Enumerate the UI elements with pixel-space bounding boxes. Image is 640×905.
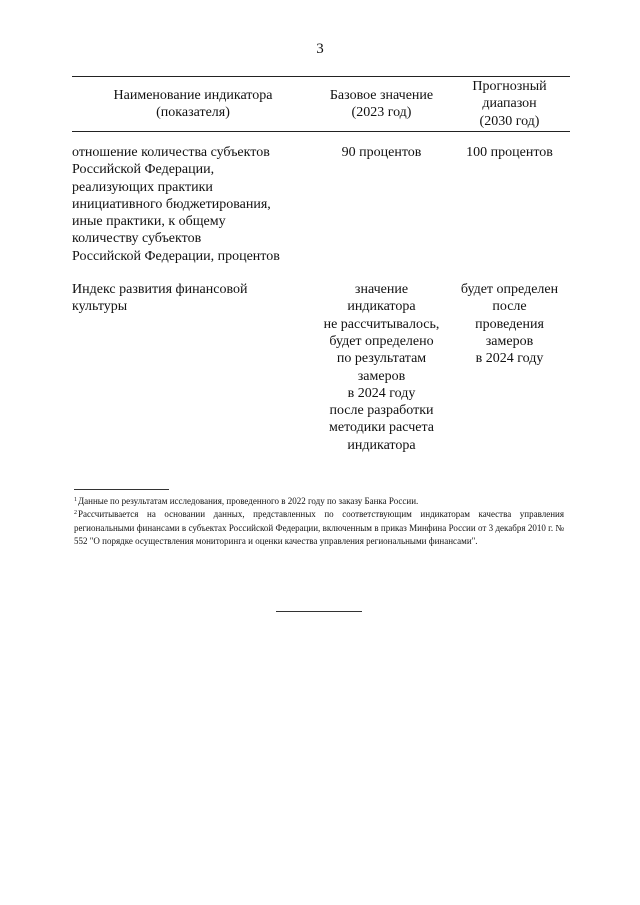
header-forecast-range: Прогнозный диапазон (2030 год) xyxy=(472,79,547,129)
header-base-value: Базовое значение (2023 год) xyxy=(329,87,434,120)
table-header-row xyxy=(72,77,570,131)
indicators-table xyxy=(72,76,570,454)
table-row xyxy=(72,144,570,265)
footnote-1 xyxy=(74,495,564,508)
document-end-line xyxy=(276,611,362,612)
footnotes xyxy=(74,495,564,548)
row-indicator-name: Индекс развития финансовой культуры xyxy=(72,282,248,315)
row-forecast-value: 100 процентов xyxy=(466,145,553,160)
footnote-separator xyxy=(74,489,169,490)
table-header-rule xyxy=(72,131,570,132)
footnote-text: Рассчитывается на основании данных, представленных по соответствующим индикаторам качества управления региональными финансами в субъектах Российской Федерации, включенным в приказ Минфина России от 3 декабря 2010 г. № 552 "О порядке осуществления мониторинга и оценки качества управления региональными финансами". xyxy=(74,509,564,546)
footnote-2 xyxy=(74,508,564,548)
table-row xyxy=(72,281,570,454)
row-base-value: значение индикатора не рассчитывалось, будет определено по результатам замеров в 2024 году после разработки методики расчета индикатора xyxy=(323,282,440,453)
row-forecast-value: будет определен после проведения замеров в 2024 году xyxy=(460,282,559,367)
page-number: 3 xyxy=(316,41,324,57)
header-indicator-name: Наименование индикатора (показателя) xyxy=(113,87,273,120)
row-base-value: 90 процентов xyxy=(341,145,422,160)
footnote-mark: 1 xyxy=(74,497,77,503)
row-indicator-name: отношение количества субъектов Российской Федерации, реализующих практики инициативного бюджетирования, иные практики, к общему количеству субъектов Российской Федерации, процентов xyxy=(72,145,280,264)
footnote-mark: 2 xyxy=(74,510,77,517)
footnote-text: Данные по результатам исследования, проведенного в 2022 году по заказу Банка России. xyxy=(78,496,419,506)
